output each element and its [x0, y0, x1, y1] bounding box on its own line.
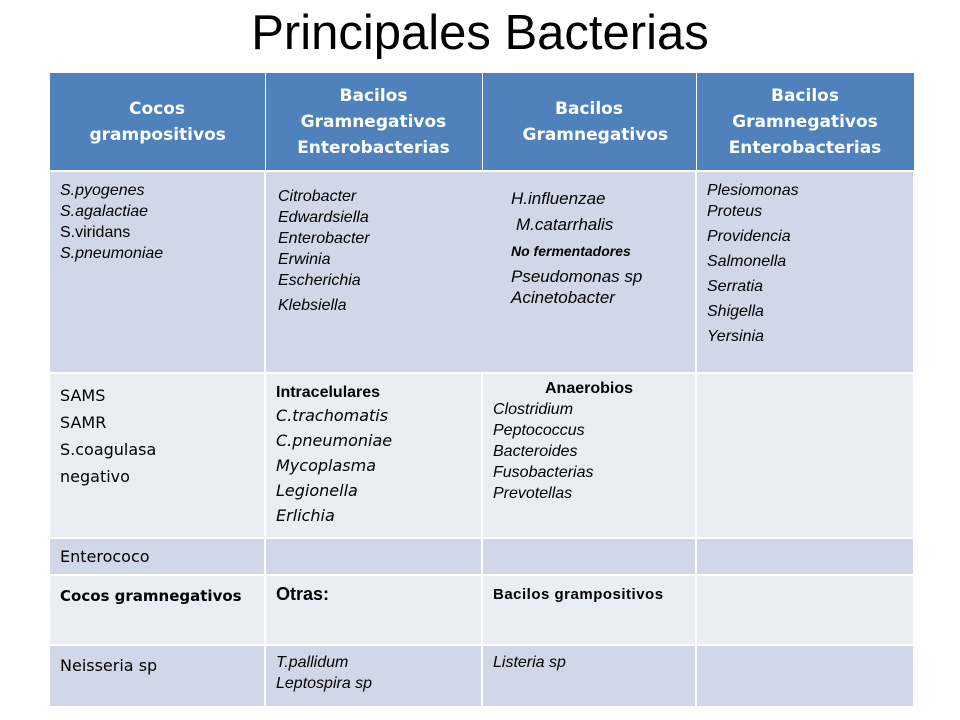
list-item: Clostridium [493, 401, 574, 418]
list-item: negativo [60, 467, 130, 486]
header-bacilos-gramnegativos: Bacilos Gramnegativos [482, 73, 696, 172]
list-item: S.viridans [60, 224, 131, 241]
cell-enterococo [49, 538, 265, 575]
table-row [49, 373, 914, 538]
cell-otras [265, 575, 482, 645]
table-row [49, 645, 914, 707]
cell-bacilos-grampositivos [482, 575, 696, 645]
list-item: Pseudomonas sp [511, 267, 643, 286]
anaerobios-heading: Anaerobios [544, 380, 633, 397]
cell-anaerobios [482, 373, 696, 538]
list-item: S.agalactiae [60, 203, 149, 220]
list-item: Peptococcus [493, 422, 585, 439]
list-item: Klebsiella [278, 297, 347, 314]
otras-label: Otras: [276, 584, 330, 604]
cell-empty [482, 538, 696, 575]
list-item: No fermentadores [511, 243, 631, 259]
cell-cocos-list [49, 171, 265, 373]
list-item: Legionella [276, 481, 358, 500]
list-item: Leptospira sp [276, 675, 373, 692]
cell-neisseria [49, 645, 265, 707]
list-item: Mycoplasma [276, 456, 376, 475]
header-bacilos-gramnegativos-enterobacterias-2: Bacilos Gramnegativos Enterobacterias [696, 73, 914, 172]
table-row [49, 538, 914, 575]
cell-pallidum [265, 645, 482, 707]
list-item: SAMR [60, 413, 107, 432]
list-item: C.pneumoniae [276, 431, 393, 450]
list-item: Acinetobacter [511, 288, 615, 307]
list-item: Shigella [707, 303, 764, 320]
cell-empty [696, 373, 914, 538]
bacteria-table [48, 72, 915, 708]
list-item: SAMS [60, 386, 106, 405]
list-item: Yersinia [707, 328, 764, 345]
cell-empty [696, 538, 914, 575]
list-item: C.trachomatis [276, 406, 389, 425]
cell-empty [265, 538, 482, 575]
cell-enterobacterias-list [265, 171, 696, 373]
list-item: M.catarrhalis [516, 215, 614, 234]
list-item: Prevotellas [493, 485, 573, 502]
list-item: S.pneumoniae [60, 245, 164, 262]
list-item: Bacteroides [493, 443, 578, 460]
bacilos-grampositivos-label: Bacilos grampositivos [493, 586, 664, 603]
list-item: Plesiomonas [707, 182, 799, 199]
table-row [49, 575, 914, 645]
list-item: Neisseria sp [60, 656, 158, 675]
list-item: Serratia [707, 278, 764, 295]
cell-enterobacterias-list-2 [696, 171, 914, 373]
list-item: Erwinia [278, 251, 331, 268]
cell-sams-list [49, 373, 265, 538]
list-item: Providencia [707, 228, 791, 245]
header-bacilos-gramnegativos-enterobacterias: Bacilos Gramnegativos Enterobacterias [265, 73, 482, 172]
cell-listeria [482, 645, 696, 707]
cell-empty [696, 575, 914, 645]
list-item: Citrobacter [278, 188, 357, 205]
list-item: Enterococo [60, 547, 150, 566]
table-header-row [49, 73, 914, 172]
cell-cocos-gramnegativos [49, 575, 265, 645]
cell-intracelulares [265, 373, 482, 538]
list-item: T.pallidum [276, 654, 349, 671]
list-item: Erlichia [276, 506, 335, 525]
page-title: Principales Bacterias [251, 6, 709, 60]
list-item: Escherichia [278, 272, 361, 289]
list-item: Proteus [707, 203, 763, 220]
list-item: H.influenzae [511, 189, 606, 208]
list-item: Edwardsiella [278, 209, 369, 226]
cocos-gramnegativos-label: Cocos gramnegativos [60, 587, 242, 605]
enterobacterias-column [278, 186, 370, 316]
list-item: S.coagulasa [60, 440, 157, 459]
list-item: S.pyogenes [60, 182, 145, 199]
list-item: Salmonella [707, 253, 787, 270]
cell-empty [696, 645, 914, 707]
list-item: Fusobacterias [493, 464, 594, 481]
list-item: Enterobacter [278, 230, 370, 247]
list-item: Listeria sp [493, 654, 566, 671]
table-row [49, 171, 914, 373]
header-cocos-grampositivos: Cocos grampositivos [49, 73, 265, 172]
intracelulares-heading: Intracelulares [276, 384, 381, 401]
gramnegativos-column [511, 186, 642, 311]
